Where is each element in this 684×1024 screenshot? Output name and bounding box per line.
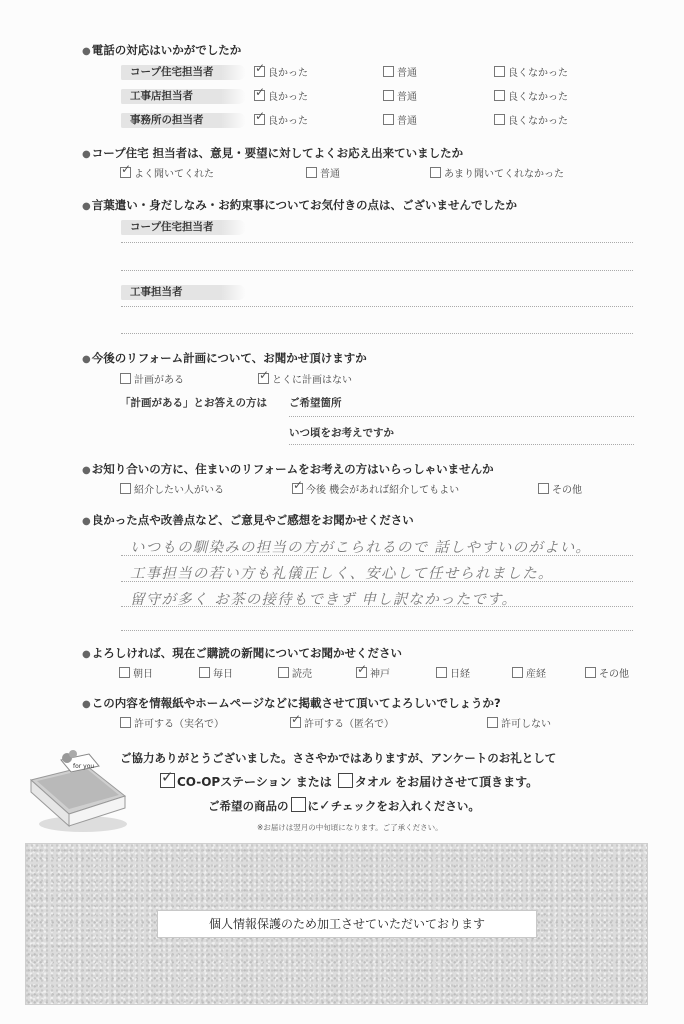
answer-line[interactable] xyxy=(121,630,633,631)
q1-row1-label: コープ住宅担当者 xyxy=(121,65,246,80)
q1-row1-opt1[interactable]: ✓ 良かった xyxy=(254,66,308,80)
q1-row1-opt3[interactable]: 良くなかった xyxy=(494,66,568,80)
checkbox[interactable] xyxy=(430,167,441,178)
checkbox[interactable] xyxy=(199,667,210,678)
checkbox[interactable] xyxy=(120,717,131,728)
checkbox-checked[interactable] xyxy=(292,483,303,494)
q7-opt5[interactable]: 日経 xyxy=(436,667,470,681)
thanks-line1: ご協力ありがとうございました。ささやかではありますが、アンケートのお礼として xyxy=(120,751,557,765)
answer-line[interactable] xyxy=(289,444,634,445)
q7-opt6[interactable]: 産経 xyxy=(512,667,546,681)
checkbox[interactable] xyxy=(487,717,498,728)
gift-tag-text: for you xyxy=(73,763,95,770)
checkbox[interactable] xyxy=(119,667,130,678)
q8-opt1[interactable]: 許可する（実名で） xyxy=(120,717,224,731)
q7-opt7[interactable]: その他 xyxy=(585,667,629,681)
q5-title: ● お知り合いの方に、住まいのリフォームをお考えの方はいらっしゃいませんか xyxy=(82,461,494,477)
q1-row2-label: 工事店担当者 xyxy=(121,89,246,104)
q1-row1-opt2[interactable]: 普通 xyxy=(383,66,417,80)
q1-row3-label: 事務所の担当者 xyxy=(121,113,246,128)
checkbox-checked[interactable] xyxy=(356,667,367,678)
q4-opt2[interactable]: ✓ とくに計画はない xyxy=(258,373,352,387)
delivery-note: ※お届けは翌月の中旬頃になります。ご了承ください。 xyxy=(257,823,443,832)
q4-when-label: いつ頃をお考えですか xyxy=(289,427,394,439)
q4-followup: 「計画がある」とお答えの方は xyxy=(120,397,267,409)
handwritten-line: いつもの馴染みの担当の方がこられるので 話しやすいのがよい。 xyxy=(130,540,592,556)
answer-line[interactable] xyxy=(121,306,633,307)
redacted-area xyxy=(25,843,648,1005)
q8-title: ● この内容を情報紙やホームページなどに掲載させて頂いてよろしいでしょうか? xyxy=(82,695,501,711)
checkbox[interactable] xyxy=(120,483,131,494)
checkbox[interactable] xyxy=(120,373,131,384)
checkbox[interactable] xyxy=(494,90,505,101)
q5-opt3[interactable]: その他 xyxy=(538,483,582,497)
q1-row3-opt3[interactable]: 良くなかった xyxy=(494,114,568,128)
redaction-notice: 個人情報保護のため加工させていただいております xyxy=(157,910,537,938)
sample-checkbox xyxy=(291,797,306,812)
checkbox-checked[interactable] xyxy=(120,167,131,178)
q1-title: ● 電話の対応はいかがでしたか xyxy=(82,42,241,58)
q7-title: ● よろしければ、現在ご購読の新聞についてお聞かせください xyxy=(82,645,402,661)
q5-opt1[interactable]: 紹介したい人がいる xyxy=(120,483,224,497)
q8-opt3[interactable]: 許可しない xyxy=(487,717,551,731)
answer-line[interactable] xyxy=(121,581,633,582)
thanks-line2: ✓CO-OPステーション または タオル をお届けさせて頂きます。 xyxy=(158,773,538,790)
q7-opt4[interactable]: ✓ 神戸 xyxy=(356,667,390,681)
q1-row2-opt3[interactable]: 良くなかった xyxy=(494,90,568,104)
gift-towel-checkbox[interactable] xyxy=(338,773,353,788)
checkbox[interactable] xyxy=(494,114,505,125)
handwritten-line: 工事担当の若い方も礼儀正しく、安心して任せられました。 xyxy=(130,566,554,582)
q7-opt3[interactable]: 読売 xyxy=(278,667,312,681)
q1-row3-opt1[interactable]: ✓ 良かった xyxy=(254,114,308,128)
check-mark-icon: ✓ xyxy=(319,798,331,814)
checkbox[interactable] xyxy=(512,667,523,678)
gift-book-icon xyxy=(25,742,130,834)
q7-opt2[interactable]: 毎日 xyxy=(199,667,233,681)
checkbox[interactable] xyxy=(383,114,394,125)
q8-opt2[interactable]: ✓ 許可する（匿名で） xyxy=(290,717,394,731)
q2-title: ● コープ住宅 担当者は、意見・要望に対してよくお応え出来ていましたか xyxy=(82,145,463,161)
q3-tag1: コープ住宅担当者 xyxy=(121,220,246,235)
q6-title: ● 良かった点や改善点など、ご意見やご感想をお聞かせください xyxy=(82,512,414,528)
answer-line[interactable] xyxy=(289,416,634,417)
checkbox[interactable] xyxy=(383,66,394,77)
checkbox-checked[interactable] xyxy=(254,66,265,77)
q4-place-label: ご希望箇所 xyxy=(289,397,342,409)
checkbox[interactable] xyxy=(436,667,447,678)
q3-tag2: 工事担当者 xyxy=(121,285,246,300)
thanks-line3: ご希望の商品の に✓チェックをお入れください。 xyxy=(208,798,480,814)
checkbox-checked[interactable] xyxy=(254,90,265,101)
checkbox[interactable] xyxy=(585,667,596,678)
q7-opt1[interactable]: 朝日 xyxy=(119,667,153,681)
q3-title: ● 言葉遣い・身だしなみ・お約束事についてお気付きの点は、ございませんでしたか xyxy=(82,197,517,213)
answer-line[interactable] xyxy=(121,606,633,607)
answer-line[interactable] xyxy=(121,242,633,243)
q4-title: ● 今後のリフォーム計画について、お聞かせ頂けますか xyxy=(82,350,367,366)
q1-row2-opt1[interactable]: ✓ 良かった xyxy=(254,90,308,104)
q5-opt2[interactable]: ✓ 今後 機会があれば紹介してもよい xyxy=(292,483,459,497)
q1-row2-opt2[interactable]: 普通 xyxy=(383,90,417,104)
checkbox[interactable] xyxy=(306,167,317,178)
q2-opt2[interactable]: 普通 xyxy=(306,167,340,181)
answer-line[interactable] xyxy=(121,333,633,334)
answer-line[interactable] xyxy=(121,555,633,556)
checkbox-checked[interactable] xyxy=(290,717,301,728)
checkbox[interactable] xyxy=(494,66,505,77)
q4-opt1[interactable]: 計画がある xyxy=(120,373,184,387)
answer-line[interactable] xyxy=(121,270,633,271)
checkbox-checked[interactable] xyxy=(258,373,269,384)
gift-coop-checkbox[interactable] xyxy=(160,773,175,788)
q2-opt3[interactable]: あまり聞いてくれなかった xyxy=(430,167,564,181)
checkbox[interactable] xyxy=(383,90,394,101)
checkbox[interactable] xyxy=(278,667,289,678)
checkbox-checked[interactable] xyxy=(254,114,265,125)
q2-opt1[interactable]: ✓よく聞いてくれた xyxy=(120,167,214,181)
q1-row3-opt2[interactable]: 普通 xyxy=(383,114,417,128)
handwritten-line: 留守が多く お茶の接待もできず 申し訳なかったです。 xyxy=(130,592,518,608)
checkbox[interactable] xyxy=(538,483,549,494)
